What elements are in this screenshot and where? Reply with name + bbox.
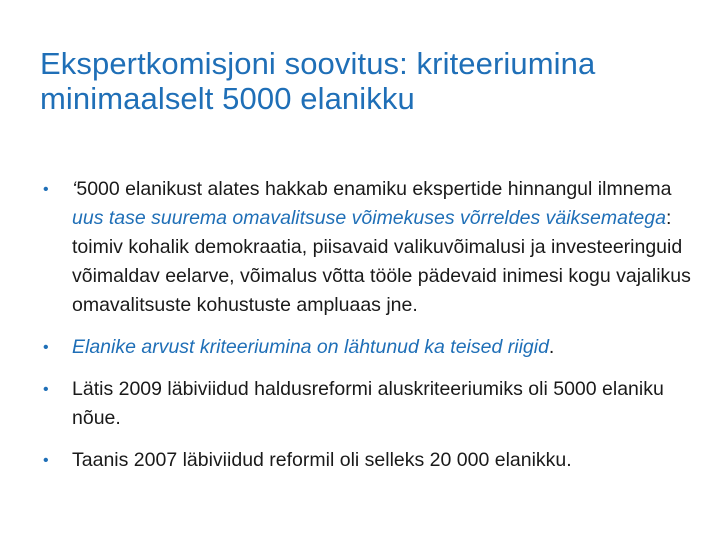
bullet-marker: • [43,452,49,469]
bullet-text: Taanis 2007 läbiviidud reformil oli selleks 20 000 elanikku. [72,449,572,471]
bullet-list [40,175,700,488]
bullet-item-3 [40,375,700,433]
bullet-marker: • [43,181,49,198]
quote-mark: ‘ [72,178,77,200]
bullet-marker: • [43,381,49,398]
bullet-marker: • [43,339,49,356]
bullet-text: 5000 elanikust alates hakkab enamiku ekspertide hinnangul ilmnema [76,178,672,200]
bullet-item-2 [40,333,700,362]
slide-title: Ekspertkomisjoni soovitus: kriteeriumina minimaalselt 5000 elanikku [40,46,596,116]
bullet-highlight: uus tase suurema omavalitsuse võimekuses võrreldes väiksematega [72,207,666,229]
bullet-item-1 [40,175,700,320]
bullet-item-4 [40,446,700,475]
bullet-highlight: Elanike arvust kriteeriumina on lähtunud ka teised riigid [72,336,549,358]
bullet-text: Lätis 2009 läbiviidud haldusreformi aluskriteeriumiks oli 5000 elaniku nõue. [72,378,664,429]
bullet-text: : toimiv kohalik demokraatia, piisavaid valikuvõimalusi ja investeeringuid võimaldav eelarve, võimalus võtta tööle pädevaid inimesi kogu vajalikus omavalitsuste kohustuste ampluaas jne. [72,207,691,316]
bullet-text: . [548,336,555,358]
